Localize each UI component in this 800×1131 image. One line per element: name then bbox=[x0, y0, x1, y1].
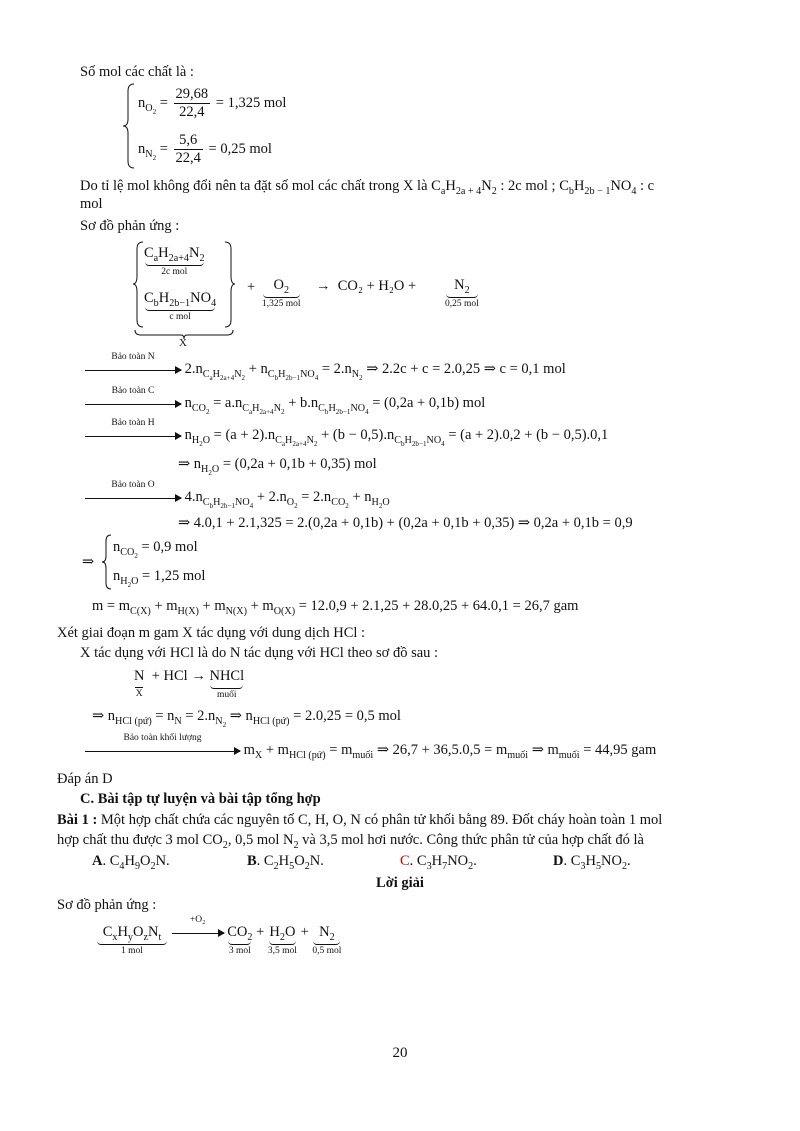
x-label: X bbox=[179, 337, 187, 349]
page-number: 20 bbox=[392, 1045, 408, 1061]
o2-reactant: $O_2$ 1,325 mol bbox=[262, 277, 301, 309]
scheme-title: Sơ đồ phản ứng : bbox=[80, 218, 180, 234]
n2-product: $N_2$ 0,25 mol bbox=[445, 277, 479, 309]
cons-o-eq2: ⇒ 4.0,1 + 2.1,325 = 2.(0,2a + 0,1b) + (0,2a + 0,1b + 0,35) ⇒ 0,2a + 0,1b = 0,9 bbox=[178, 515, 633, 531]
option-b[interactable]: B. $C_2H_5O_2N$. bbox=[247, 853, 324, 872]
hcl-scheme: N X + HCl → NHCl muối bbox=[134, 668, 245, 700]
mol-n2-eq: $n_{N_2}$ = $\frac{5,6}{22,4}$ = 0,25 mol bbox=[138, 132, 272, 166]
ratio-line2: mol bbox=[80, 196, 103, 212]
scheme2-title: Sơ đồ phản ứng : bbox=[57, 897, 157, 913]
hcl-eq: ⇒ $n_{HCl (pứ)} = n_N = 2.n_{N_2}$ ⇒ $n_{HCl (pứ)} = 2.0,25 = 0,5$ mol bbox=[92, 708, 401, 729]
x-comp1: $C_aH_{2a+4}N_2$ 2c mol bbox=[144, 245, 205, 277]
hcl-line: X tác dụng với HCl là do N tác dụng với HCl theo sơ đồ sau : bbox=[80, 645, 439, 661]
result-brace bbox=[101, 534, 113, 590]
bai1-line1: Bài 1 : Một hợp chất chứa các nguyên tố C, H, O, N có phân tử khối bằng 89. Đốt cháy hoàn toàn 1 mol bbox=[57, 812, 663, 828]
scheme2: $C_xH_yO_zN_t$ 1 mol +O₂ $CO_2$ 3 mol + $H_2O$ 3,5 mol + $N_2$ 0,5 mol bbox=[96, 923, 341, 957]
option-d[interactable]: D. $C_3H_5NO_2$. bbox=[553, 853, 631, 872]
cons-h-eq2: ⇒ $n_{H_2O} = (0,2a + 0,1b + 0,35)$ mol bbox=[178, 456, 377, 477]
system-brace bbox=[122, 83, 136, 169]
mol-o2-eq: $n_{O_2}$ = $\frac{29,68}{22,4}$ = 1,325 mol bbox=[138, 86, 287, 120]
bai1-line2: hợp chất thu được 3 mol $CO_2$, 0,5 mol $N_2$ và 3,5 mol hơi nước. Công thức phân tử của hợp chất đó là bbox=[57, 832, 644, 851]
mass-eq: $m = m_{C(X)} + m_{H(X)} + m_{N(X)} + m_{O(X)} = 12.0,9 + 2.1,25 + 28.0,25 + 64.0,1 = 26,7$ gam bbox=[92, 598, 579, 617]
intro-text: Số mol các chất là : bbox=[80, 64, 194, 80]
implies-sign: ⇒ bbox=[82, 554, 95, 570]
cons-h-eq: Bảo toàn H $n_{H_2O} = (a + 2).n_{C_aH_{2a+4}N_2} + (b - 0,5).n_{C_bH_{2b-1}NO_4} = (a + 2).0,2 + (b - 0,5).0,1$ bbox=[85, 426, 608, 445]
loigiai-title: Lời giải bbox=[376, 875, 424, 891]
x-comp2: $C_bH_{2b-1}NO_4$ c mol bbox=[144, 290, 217, 322]
section-c-title: C. Bài tập tự luyện và bài tập tổng hợp bbox=[80, 791, 321, 807]
answer: Đáp án D bbox=[57, 771, 113, 787]
cons-o-eq: Bảo toàn O $4.n_{C_bH_{2b-1}NO_4} + 2.n_{O_2} = 2.n_{CO_2} + n_{H_2O}$ bbox=[85, 488, 390, 507]
option-c[interactable]: C. $C_3H_7NO_2$. bbox=[400, 853, 477, 872]
result-co2: $n_{CO_2} = 0,9$ mol bbox=[113, 539, 198, 560]
hcl-section: Xét giai đoạn m gam X tác dụng với dung dịch HCl : bbox=[57, 625, 366, 641]
arrow-products: → CO₂ + H₂O + bbox=[316, 278, 417, 294]
option-a[interactable]: A. $C_4H_9O_2N$. bbox=[92, 853, 170, 872]
mass-final-eq: Bảo toàn khối lượng $m_X + m_{HCl (pứ)} = m_{muối}$ ⇒ $26,7 + 36,5.0,5 = m_{muối}$ ⇒ $m_{muối} = 44,95$ gam bbox=[85, 741, 656, 760]
cons-n-eq: Bảo toàn N $2.n_{C_aH_{2a+4}N_2} + n_{C_bH_{2b-1}NO_4} = 2.n_{N_2}$ ⇒ 2.2c + c = 2.0,25 ⇒ c = 0,1 mol bbox=[85, 360, 566, 379]
result-h2o: $n_{H_2O} = 1,25$ mol bbox=[113, 568, 206, 589]
ratio-line: Do tỉ lệ mol không đổi nên ta đặt số mol các chất trong X là $C_aH_{2a + 4}N_2$ : 2c mol ; $C_bH_{2b - 1}NO_4$ : c bbox=[80, 178, 655, 197]
cons-c-eq: Bảo toàn C $n_{CO_2} = a.n_{C_aH_{2a+4}N_2} + b.n_{C_bH_{2b-1}NO_4} = (0,2a + 0,1b)$ mol bbox=[85, 394, 485, 413]
scheme-plus: + bbox=[247, 279, 256, 295]
